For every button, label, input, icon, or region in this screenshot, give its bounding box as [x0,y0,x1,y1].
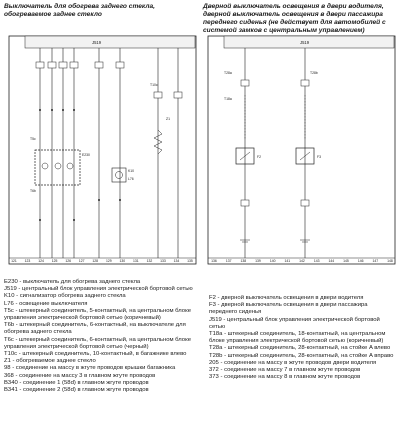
reference-number: 132 [146,259,153,263]
reference-number: 134 [173,259,180,263]
reference-number: 146 [357,259,364,263]
left-legend-item: K10 - сигнализатор обогрева заднего стекла [4,293,126,300]
left-legend-item: 368 - соединение на массу 3 в главном жгуте проводов [4,372,156,379]
right-reference-numbers [211,259,393,263]
reference-number: 143 [313,259,320,263]
reference-number: 127 [78,259,85,263]
left-diagram-frame [9,36,196,264]
reference-number: 141 [284,259,291,263]
left-legend-item: E230 - выключатель для обогрева заднего стекла [4,279,141,285]
e230-switch-block [35,150,80,185]
reference-number: 144 [328,259,335,263]
reference-number: 125 [51,259,58,263]
left-legend-item: 98 - соединение на массу в жгуте проводов крышки багажника [4,365,176,372]
right-label-3: F3 [317,155,321,159]
left-label-0: E230 [82,153,90,157]
right-wiring-diagram [208,36,395,264]
left-legend-item: T10c - штекерный соединитель, 10-контактный, в багажнике влево [4,351,187,358]
right-label-4: T28b [310,71,318,75]
reference-number: 123 [24,259,31,263]
reference-number: 133 [160,259,166,263]
left-legend-item: T6b - штекерный соединитель, 6-контактный, на выключателе для обогрева заднего стекла [4,322,186,336]
reference-number: 135 [187,259,193,263]
right-legend-item: T28a - штекерный соединитель, 28-контактный, на стойке A влево [209,345,391,352]
reference-number: 130 [119,259,126,263]
left-j519-box [25,36,195,48]
reference-number: 147 [372,259,379,263]
reference-number: 131 [132,259,139,263]
left-label-4: L76 [128,177,134,181]
right-legend-item: F3 - дверной выключатель освещения в двери пассажира переднего сиденья [209,302,368,316]
left-label-2: T6b [30,189,36,193]
left-legend [4,279,204,394]
right-label-1: T18a [224,97,232,101]
left-wiring-diagram [9,36,196,264]
left-label-1: T5c [30,137,36,141]
right-legend-item: 205 - соединение на массу в жгуте проводов двери водителя [209,359,377,366]
reference-number: 126 [65,259,72,263]
reference-number: 128 [92,259,99,263]
reference-number: 145 [343,259,349,263]
left-legend-item: B341 - соединение 2 (58d) в главном жгуте проводов [4,387,149,394]
reference-number: 148 [387,259,393,263]
reference-number: 138 [240,259,247,263]
reference-number: 139 [255,259,261,263]
left-legend-item: T5c - штекерный соединитель, 5-контактный, на центральном блоке управления электрической бортовой сетью (коричневый) [4,307,191,322]
right-legend-item: T28b - штекерный соединитель, 28-контактный, на стойке A вправо [209,352,394,359]
right-legend-item: T18a - штекерный соединитель, 18-контактный, на центральном блоке управления электрической бортовой сетью (коричневый) [209,331,386,345]
reference-number: 124 [38,259,44,263]
right-label-2: F2 [257,155,261,159]
right-legend-item: 373 - соединение на массу 8 в главном жгуте проводов [209,374,361,381]
right-legend-item: 372 - соединение на массу 7 в главном жгуте проводов [209,367,361,374]
reference-number: 140 [269,259,276,263]
left-label-6: Z1 [166,117,170,121]
reference-number: 129 [105,259,112,263]
left-legend-item: Z1 - обогреваемое заднее стекло [4,358,96,365]
left-reference-numbers [11,259,193,263]
left-label-3: K10 [128,169,135,173]
left-diagram-title: Выключатель для обогрева заднего стекла, обогреваемое заднее стекло [4,3,155,18]
left-legend-item: B340 - соединение 1 (58d) в главном жгуте проводов [4,379,149,386]
right-diagram-title: Дверной выключатель освещения в двери водителя, дверной выключатель освещения в двери пассажира переднего сиденья (не действует для автомобилей с системой замков с центральным управлением) [203,3,386,34]
right-legend-item: F2 - дверной выключатель освещения в двери водителя [209,295,364,301]
left-label-5: T10c [150,83,158,87]
left-legend-item: T6c - штекерный соединитель, 6-контактный, на центральном блоке управления электрической бортовой сетью (черный) [4,336,191,350]
reference-number: 142 [299,259,305,263]
right-legend-item: J519 - центральный блок управления электрической бортовой сетью [209,316,380,330]
left-j519-label: J519 [92,40,102,45]
right-j519-label: J519 [300,40,310,45]
left-legend-item: J519 - центральный блок управления электрической бортовой сетью [4,286,193,293]
reference-number: 137 [225,259,232,263]
left-legend-item: L76 - освещение выключателя [4,300,88,307]
k10-lamp [112,168,126,182]
reference-number: 136 [211,259,217,263]
reference-number: 121 [11,259,17,263]
right-legend [209,295,397,381]
right-label-0: T28a [224,71,232,75]
